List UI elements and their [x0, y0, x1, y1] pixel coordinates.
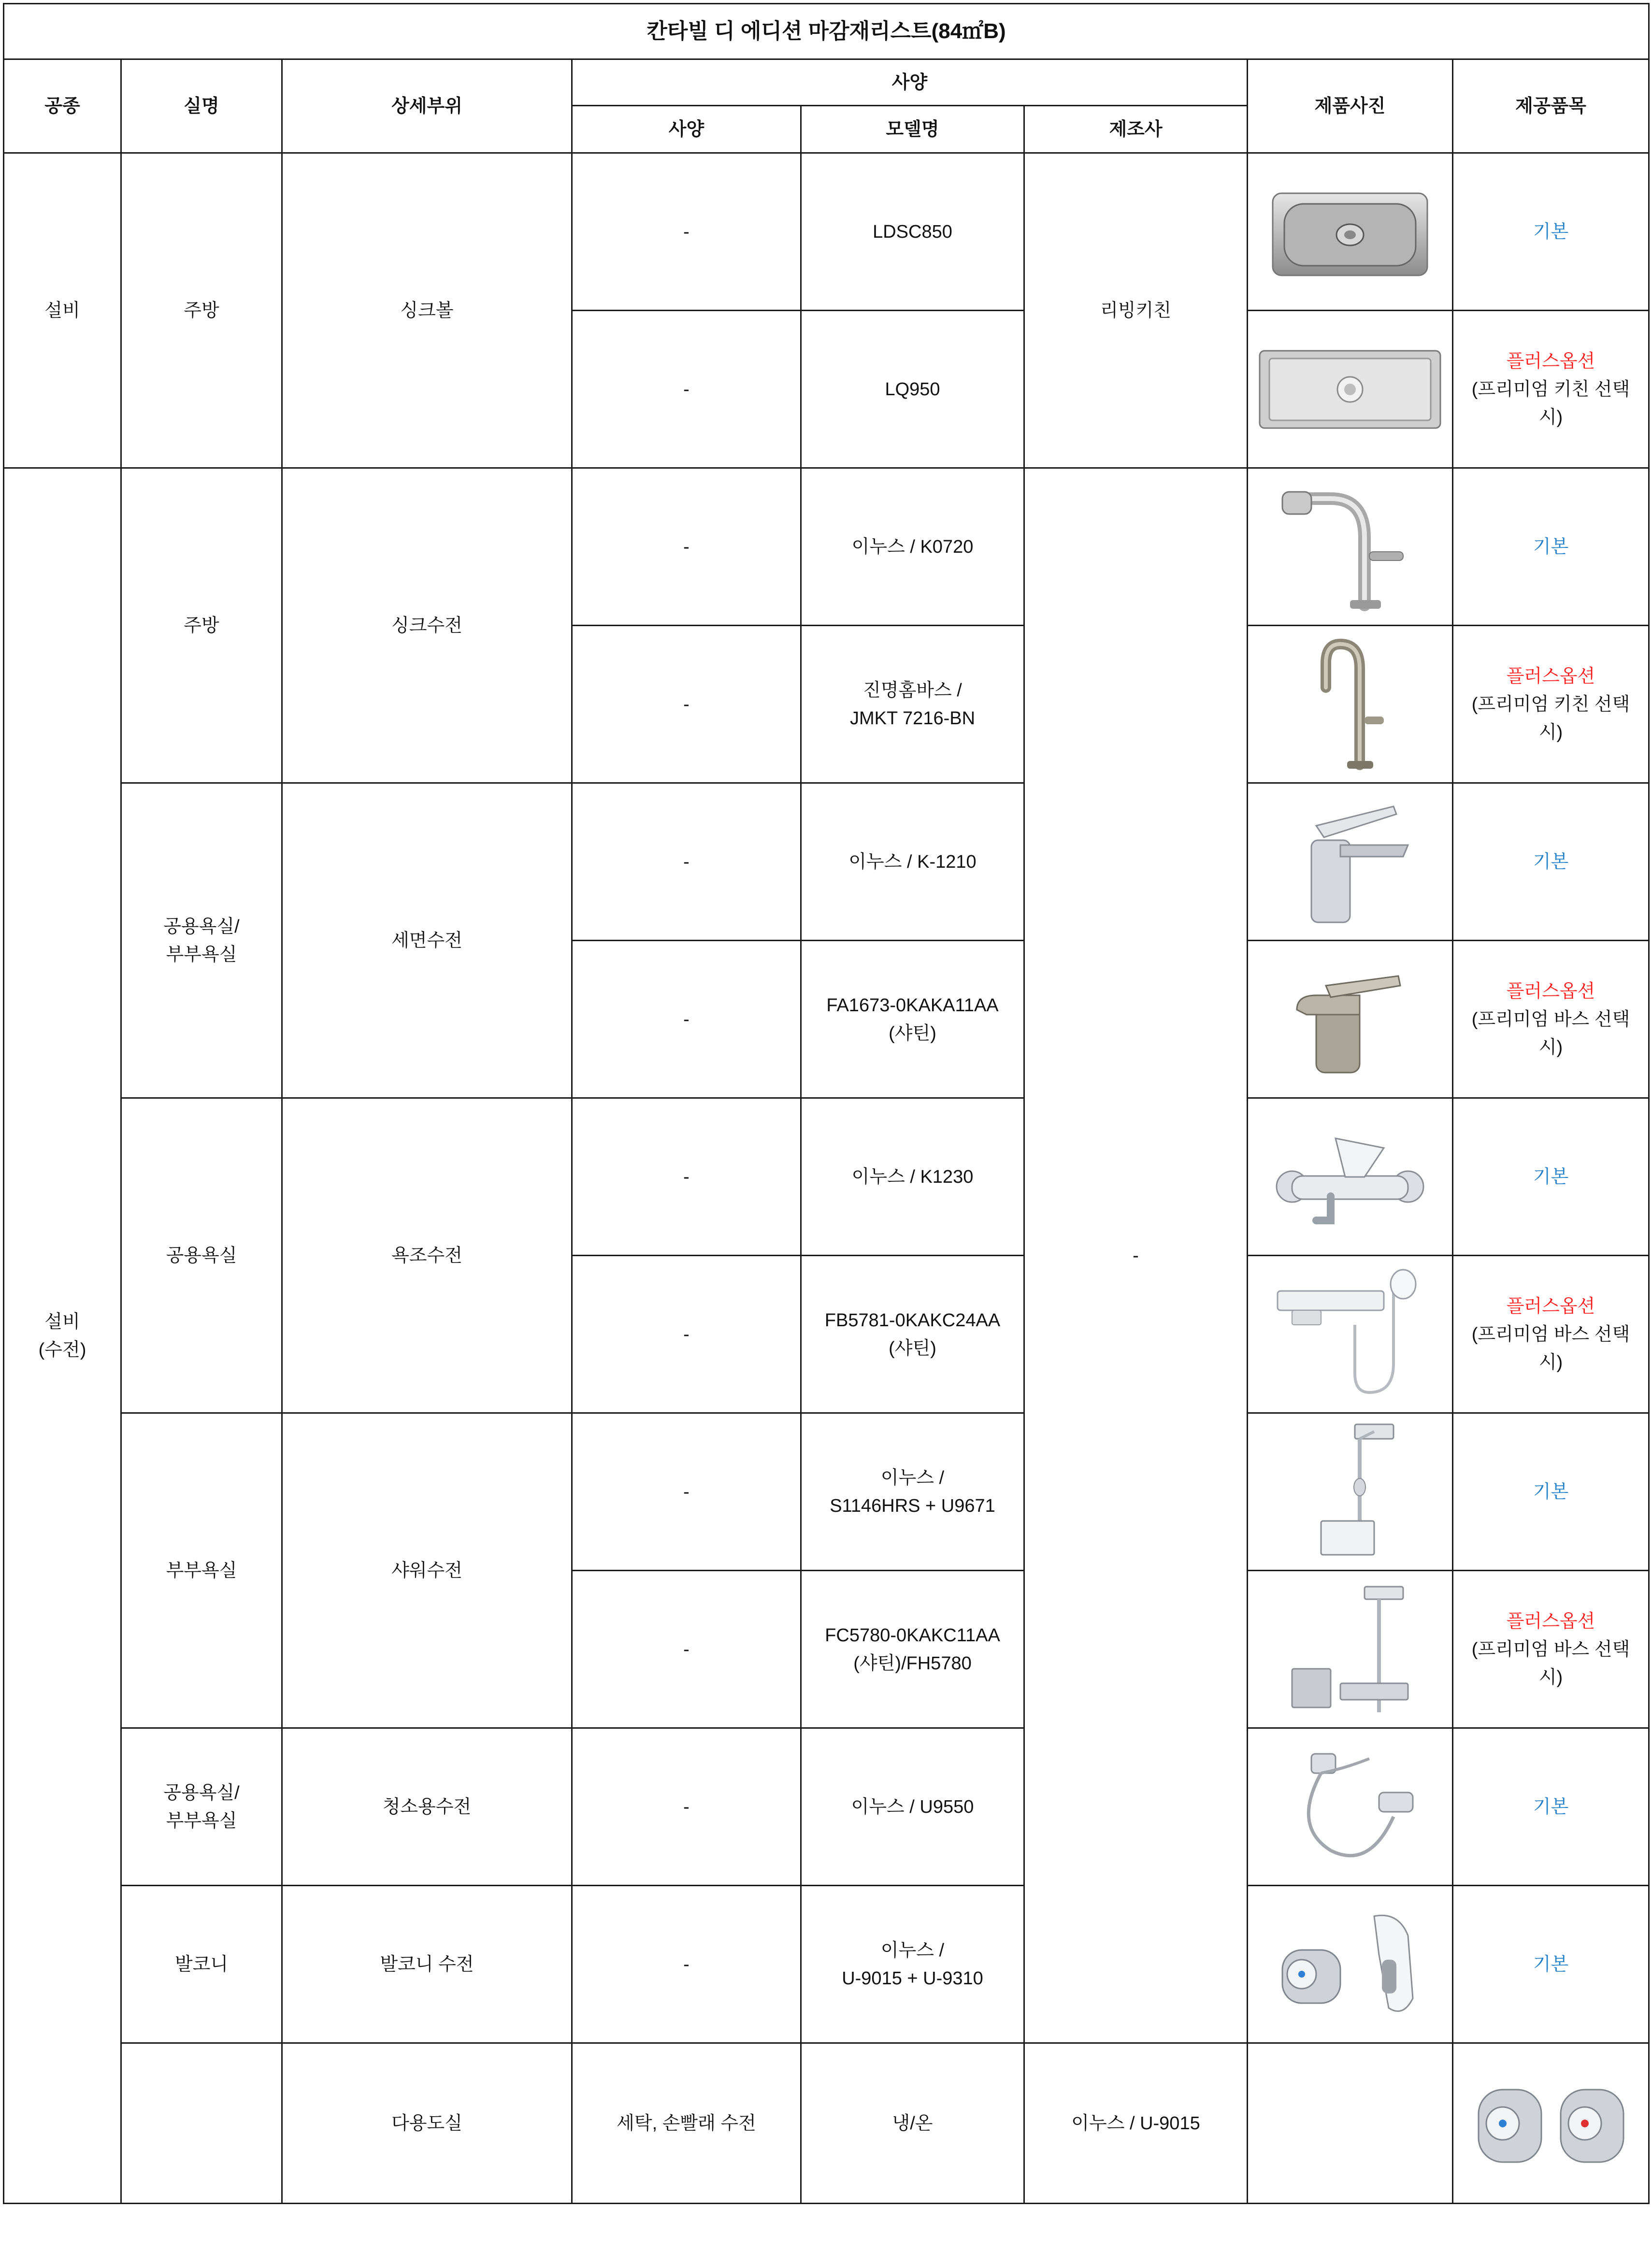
- header-spec-group: 사양: [572, 59, 1248, 106]
- provision-cell: [1453, 1413, 1649, 1571]
- spec-cell: -: [572, 626, 801, 783]
- room-cell: 주방: [121, 468, 282, 783]
- spec-cell: -: [572, 153, 801, 311]
- model-cell: FC5780-0KAKC11AA (샤틴)/FH5780: [801, 1571, 1024, 1728]
- pullout-faucet-icon: [1273, 479, 1427, 615]
- table-row: [4, 468, 1649, 626]
- table-row: [4, 153, 1649, 311]
- table-row: [4, 1728, 1649, 1886]
- rain-shower-icon: [1302, 1419, 1398, 1564]
- header-detail: 상세부위: [282, 59, 572, 153]
- provision-label: 플러스옵션: [1506, 351, 1595, 372]
- spec-cell: -: [572, 311, 801, 468]
- provision-note: (프리미엄 바스 선택 시): [1471, 1009, 1630, 1058]
- provision-note: (프리미엄 키친 선택 시): [1471, 379, 1630, 428]
- model-cell: 이누스 / U-9015 + U-9310: [801, 1886, 1024, 2043]
- room-cell: 부부욕실: [121, 1413, 282, 1728]
- room-cell: 주방: [121, 153, 282, 468]
- finish-material-table: [3, 3, 1650, 2204]
- provision-label: 기본: [1533, 221, 1569, 242]
- product-photo: [1248, 1413, 1453, 1571]
- model-cell: LQ950: [801, 311, 1024, 468]
- provision-cell: [1453, 1728, 1649, 1886]
- product-photo: [1248, 1256, 1453, 1413]
- product-photo: [1248, 1098, 1453, 1256]
- product-photo: [1248, 941, 1453, 1098]
- model-cell: 이누스 / S1146HRS + U9671: [801, 1413, 1024, 1571]
- detail-cell: 샤워수전: [282, 1413, 572, 1728]
- spec-cell: -: [572, 1098, 801, 1256]
- table-row: [4, 1098, 1649, 1256]
- model-cell: LDSC850: [801, 153, 1024, 311]
- provision-label: 플러스옵션: [1506, 981, 1595, 1002]
- detail-cell: 청소용수전: [282, 1728, 572, 1886]
- model-cell: 이누스 / K1230: [801, 1098, 1024, 1256]
- provision-label: 플러스옵션: [1506, 1611, 1595, 1632]
- cleaning-faucet-icon: [1273, 1739, 1427, 1875]
- detail-cell: 세탁, 손빨래 수전: [572, 2043, 801, 2204]
- finish-material-sheet: [3, 3, 1648, 2204]
- header-spec: 사양: [572, 106, 801, 153]
- header-model: 모델명: [801, 106, 1024, 153]
- product-photo: [1453, 2043, 1649, 2204]
- provision-cell: [1453, 1886, 1649, 2043]
- model-cell: FA1673-0KAKA11AA (샤틴): [801, 941, 1024, 1098]
- detail-cell: 싱크수전: [282, 468, 572, 783]
- room-cell: 공용욕실/ 부부욕실: [121, 783, 282, 1098]
- detail-cell: 세면수전: [282, 783, 572, 1098]
- provision-label: 기본: [1533, 1954, 1569, 1975]
- provision-label: 기본: [1533, 1166, 1569, 1187]
- provision-cell: [1453, 1098, 1649, 1256]
- room-cell: 발코니: [121, 1886, 282, 2043]
- trade-cell: 설비: [4, 153, 121, 468]
- spec-cell: -: [572, 1413, 801, 1571]
- maker-cell: -: [1024, 468, 1248, 2043]
- provision-label: 플러스옵션: [1506, 666, 1595, 687]
- provision-note: (프리미엄 바스 선택 시): [1471, 1324, 1630, 1373]
- header-trade: 공종: [4, 59, 121, 153]
- room-cell: 공용욕실: [121, 1098, 282, 1413]
- product-photo: [1248, 153, 1453, 311]
- rain-shower-shelf-icon: [1282, 1577, 1418, 1722]
- spec-cell: -: [572, 941, 801, 1098]
- product-photo: [1248, 468, 1453, 626]
- sheet-title: 칸타빌 디 에디션 마감재리스트(84㎡B): [4, 4, 1649, 59]
- satin-basin-faucet-icon: [1278, 961, 1422, 1077]
- room-cell: 다용도실: [282, 2043, 572, 2204]
- table-row: [4, 1413, 1649, 1571]
- model-cell: FB5781-0KAKC24AA (샤틴): [801, 1256, 1024, 1413]
- undermount-sink-icon: [1256, 341, 1444, 438]
- header-provision: 제공품목: [1453, 59, 1649, 153]
- product-photo: [1248, 783, 1453, 941]
- product-photo: [1248, 1728, 1453, 1886]
- provision-cell: [1453, 941, 1649, 1098]
- detail-cell: 발코니 수전: [282, 1886, 572, 2043]
- provision-label: 기본: [1533, 536, 1569, 557]
- product-photo: [1248, 311, 1453, 468]
- provision-cell: [1453, 153, 1649, 311]
- model-cell: 이누스 / K0720: [801, 468, 1024, 626]
- provision-cell: [1453, 1256, 1649, 1413]
- product-photo: [1248, 1571, 1453, 1728]
- provision-cell: [1453, 468, 1649, 626]
- table-row: [4, 783, 1649, 941]
- basin-faucet-icon: [1282, 797, 1418, 927]
- trade-cell-empty: [121, 2043, 282, 2204]
- spec-cell: -: [572, 1728, 801, 1886]
- hot-cold-valve-icon: [1469, 2070, 1633, 2177]
- detail-cell: 욕조수전: [282, 1098, 572, 1413]
- model-cell: 이누스 / U-9015: [1024, 2043, 1248, 2204]
- model-cell: 이누스 / U9550: [801, 1728, 1024, 1886]
- provision-cell: [1453, 626, 1649, 783]
- product-photo: [1248, 1886, 1453, 2043]
- room-cell: 공용욕실/ 부부욕실: [121, 1728, 282, 1886]
- provision-cell: [1453, 311, 1649, 468]
- header-room: 실명: [121, 59, 282, 153]
- table-row: [4, 2043, 1649, 2204]
- header-maker: 제조사: [1024, 106, 1248, 153]
- table-row: [4, 1886, 1649, 2043]
- spec-cell: -: [572, 1886, 801, 2043]
- balcony-faucet-icon: [1268, 1902, 1432, 2027]
- model-cell: 이누스 / K-1210: [801, 783, 1024, 941]
- provision-note: (프리미엄 바스 선택 시): [1471, 1639, 1630, 1688]
- maker-cell-empty: [1248, 2043, 1453, 2204]
- spec-cell: -: [572, 1256, 801, 1413]
- header-photo: 제품사진: [1248, 59, 1453, 153]
- spec-cell: 냉/온: [801, 2043, 1024, 2204]
- provision-label: 기본: [1533, 1481, 1569, 1502]
- shelf-shower-icon: [1273, 1267, 1427, 1402]
- gooseneck-faucet-icon: [1297, 634, 1403, 774]
- maker-cell: 리빙키친: [1024, 153, 1248, 468]
- bath-mixer-icon: [1273, 1119, 1427, 1235]
- provision-note: (프리미엄 키친 선택 시): [1471, 694, 1630, 743]
- spec-cell: -: [572, 468, 801, 626]
- provision-label: 플러스옵션: [1506, 1296, 1595, 1317]
- model-cell: 진명홈바스 / JMKT 7216-BN: [801, 626, 1024, 783]
- product-photo: [1248, 626, 1453, 783]
- sink-bowl-icon: [1268, 179, 1432, 285]
- trade-cell: 설비 (수전): [4, 468, 121, 2204]
- spec-cell: -: [572, 783, 801, 941]
- provision-label: 기본: [1533, 851, 1569, 872]
- provision-cell: [1453, 783, 1649, 941]
- spec-cell: -: [572, 1571, 801, 1728]
- provision-label: 기본: [1533, 1796, 1569, 1817]
- provision-cell: [1453, 1571, 1649, 1728]
- detail-cell: 싱크볼: [282, 153, 572, 468]
